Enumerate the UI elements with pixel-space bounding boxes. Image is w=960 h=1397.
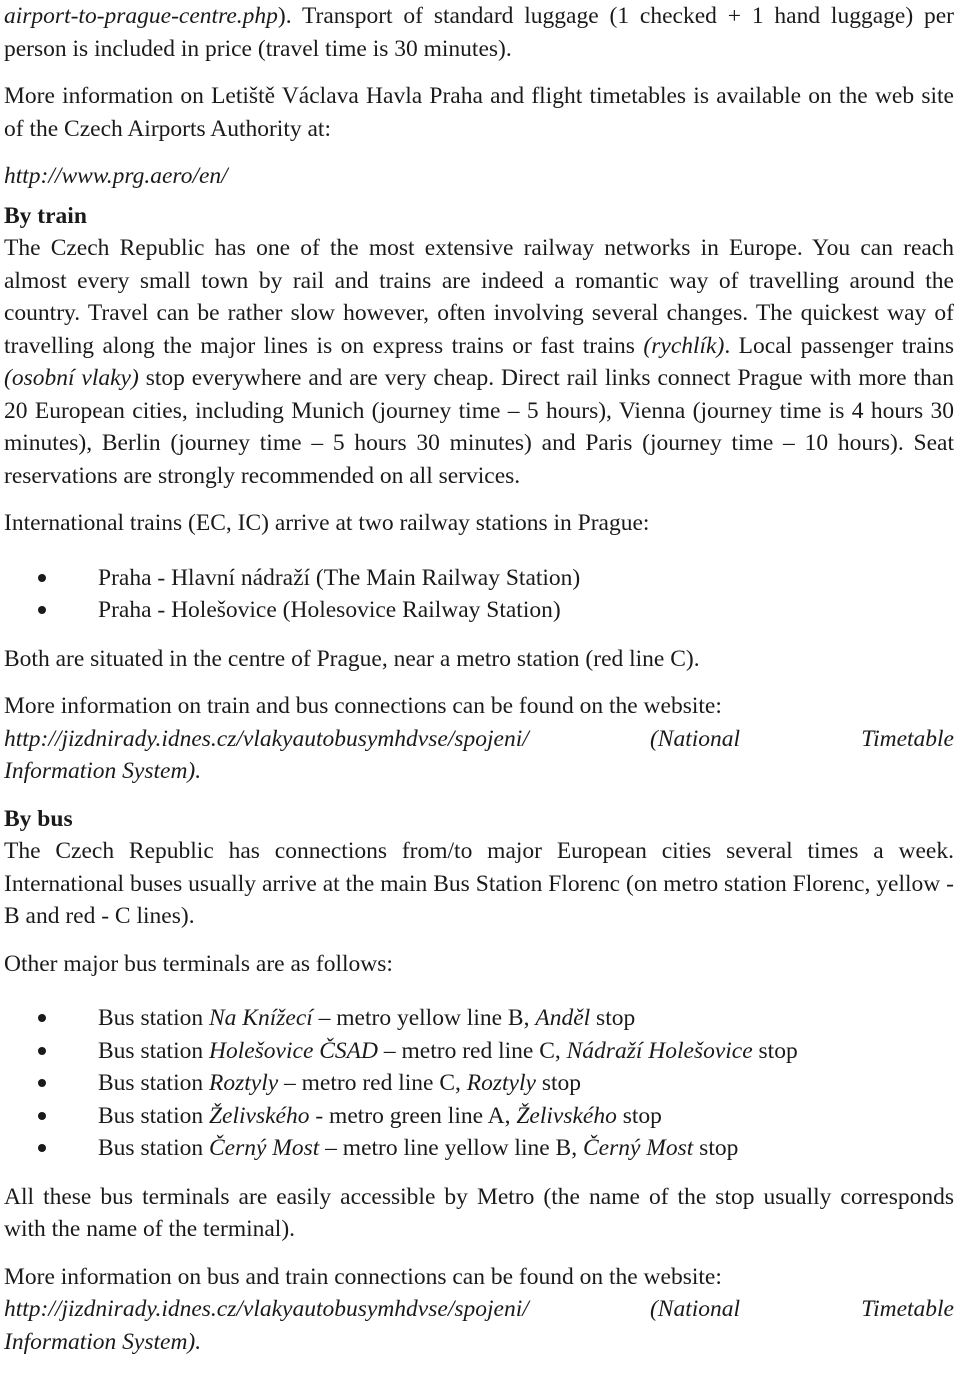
train-paragraph <box>4 232 954 492</box>
timetable-note-word: (National <box>649 1296 741 1322</box>
train-italic-osobni: (osobní vlaky) <box>4 365 139 391</box>
terminal-name: Želivského <box>208 1102 310 1129</box>
bullet-icon <box>38 606 46 614</box>
terminal-prefix: Bus station <box>98 1037 209 1064</box>
terminal-suffix: stop <box>616 1102 662 1129</box>
bus-heading: By bus <box>4 805 73 832</box>
bus-terminals-intro: Other major bus terminals are as follows: <box>4 950 393 977</box>
bullet-icon <box>38 1144 46 1152</box>
terminal-suffix: stop <box>752 1037 798 1064</box>
timetable-note-word: (National <box>649 725 741 752</box>
intro-paragraph-2: More information on Letiště Václava Havla Praha and flight timetables is available on the web site of the Czech Airports Authority at: <box>4 83 954 142</box>
intro-paragraph-1-text: ). Transport of standard luggage (1 checked + 1 hand luggage) per person is included in price (travel time is 30 minutes). <box>4 3 954 62</box>
bus-paragraph: The Czech Republic has connections from/to major European cities several times a week. International buses usually arrive at the main Bus Station Florenc (on metro station Florenc, yellow - B and red - C lines). <box>4 838 954 929</box>
train-italic-rychlik: (rychlík) <box>643 332 725 359</box>
station-name: Praha - Hlavní nádraží (The Main Railway Station) <box>98 564 581 591</box>
terminal-prefix: Bus station <box>98 1102 209 1129</box>
timetable-url-link[interactable]: http://jizdnirady.idnes.cz/vlakyautobusymhdvse/spojeni/ <box>4 1296 529 1322</box>
train-more-info-text: More information on train and bus connections can be found on the website: <box>4 693 722 719</box>
train-more-info-tail <box>4 755 954 788</box>
bullet-icon <box>38 1014 46 1022</box>
terminal-stop: Roztyly <box>466 1070 536 1096</box>
train-more-info <box>4 690 954 723</box>
list-item <box>4 1002 954 1035</box>
bus-more-info <box>4 1261 954 1294</box>
train-text-3: stop everywhere and are very cheap. Direct rail links connect Prague with more than 20 European cities, including Munich (journey time – 5 hours), Vienna (journey time is 4 hours 30 minutes), Berlin (journey time – 5 hours 30 minutes) and Paris (journey time – 10 hours). Seat reservations are strongly recommended on all services. <box>4 365 954 489</box>
list-item <box>4 562 954 595</box>
bullet-icon <box>38 574 46 582</box>
both-stations-paragraph: Both are situated in the centre of Prague, near a metro station (red line C). <box>4 645 700 672</box>
list-item <box>4 1132 954 1165</box>
timetable-note-word: Timetable <box>861 1296 954 1322</box>
terminal-name: Na Knížecí <box>208 1005 313 1031</box>
terminal-line: - metro green line A, <box>309 1102 517 1129</box>
terminal-line: – metro line yellow line B, <box>319 1135 583 1161</box>
timetable-url-link[interactable]: http://jizdnirady.idnes.cz/vlakyautobusymhdvse/spojeni/ <box>4 725 529 752</box>
terminal-suffix: stop <box>693 1135 739 1161</box>
terminal-stop: Želivského <box>516 1102 617 1129</box>
terminal-name: Holešovice ČSAD <box>208 1037 379 1064</box>
list-item <box>4 1035 954 1068</box>
timetable-note-word: Timetable <box>861 725 954 752</box>
timetable-note-tail: Information System). <box>4 758 202 784</box>
terminal-line: – metro red line C, <box>378 1037 567 1064</box>
bullet-icon <box>38 1047 46 1055</box>
terminal-name: Roztyly <box>208 1070 279 1096</box>
terminal-stop: Černý Most <box>582 1135 694 1161</box>
terminal-prefix: Bus station <box>98 1070 209 1096</box>
stations-list <box>4 562 954 627</box>
terminal-prefix: Bus station <box>98 1135 209 1161</box>
bus-accessible-paragraph: All these bus terminals are easily accessible by Metro (the name of the stop usually corresponds with the name of the terminal). <box>4 1183 954 1242</box>
airports-url-link[interactable]: http://www.prg.aero/en/ <box>4 163 228 189</box>
train-more-info-link-line <box>4 723 954 756</box>
bus-more-info-text: More information on bus and train connections can be found on the website: <box>4 1263 722 1290</box>
list-item <box>4 1067 954 1100</box>
bus-terminals-list <box>4 1002 954 1165</box>
airports-url[interactable] <box>4 160 954 193</box>
bullet-icon <box>38 1079 46 1087</box>
intro-paragraph-1 <box>4 0 954 65</box>
list-item <box>4 594 954 627</box>
terminal-suffix: stop <box>590 1005 636 1031</box>
train-text-2: . Local passenger trains <box>724 332 954 359</box>
terminal-line: – metro yellow line B, <box>312 1005 536 1031</box>
international-trains-paragraph: International trains (EC, IC) arrive at two railway stations in Prague: <box>4 510 650 536</box>
terminal-suffix: stop <box>535 1070 581 1096</box>
airport-page-link[interactable]: airport-to-prague-centre.php <box>4 3 278 29</box>
station-name: Praha - Holešovice (Holesovice Railway Station) <box>98 597 561 623</box>
list-item <box>4 1100 954 1133</box>
bus-more-info-link-line <box>4 1293 954 1326</box>
train-heading: By train <box>4 202 87 229</box>
terminal-stop: Anděl <box>535 1005 591 1031</box>
bullet-icon <box>38 1112 46 1120</box>
bus-more-info-tail <box>4 1326 954 1359</box>
train-text-1: The Czech Republic has one of the most extensive railway networks in Europe. You can reach almost every small town by rail and trains are indeed a romantic way of travelling around the country. Travel can be rather slow however, often involving several changes. The quickest way of travelling along the major lines is on express trains or fast trains <box>4 235 954 359</box>
terminal-prefix: Bus station <box>98 1005 209 1031</box>
timetable-note-tail: Information System). <box>4 1328 202 1355</box>
terminal-stop: Nádraží Holešovice <box>566 1037 753 1064</box>
terminal-line: – metro red line C, <box>278 1070 467 1096</box>
terminal-name: Černý Most <box>208 1135 320 1161</box>
